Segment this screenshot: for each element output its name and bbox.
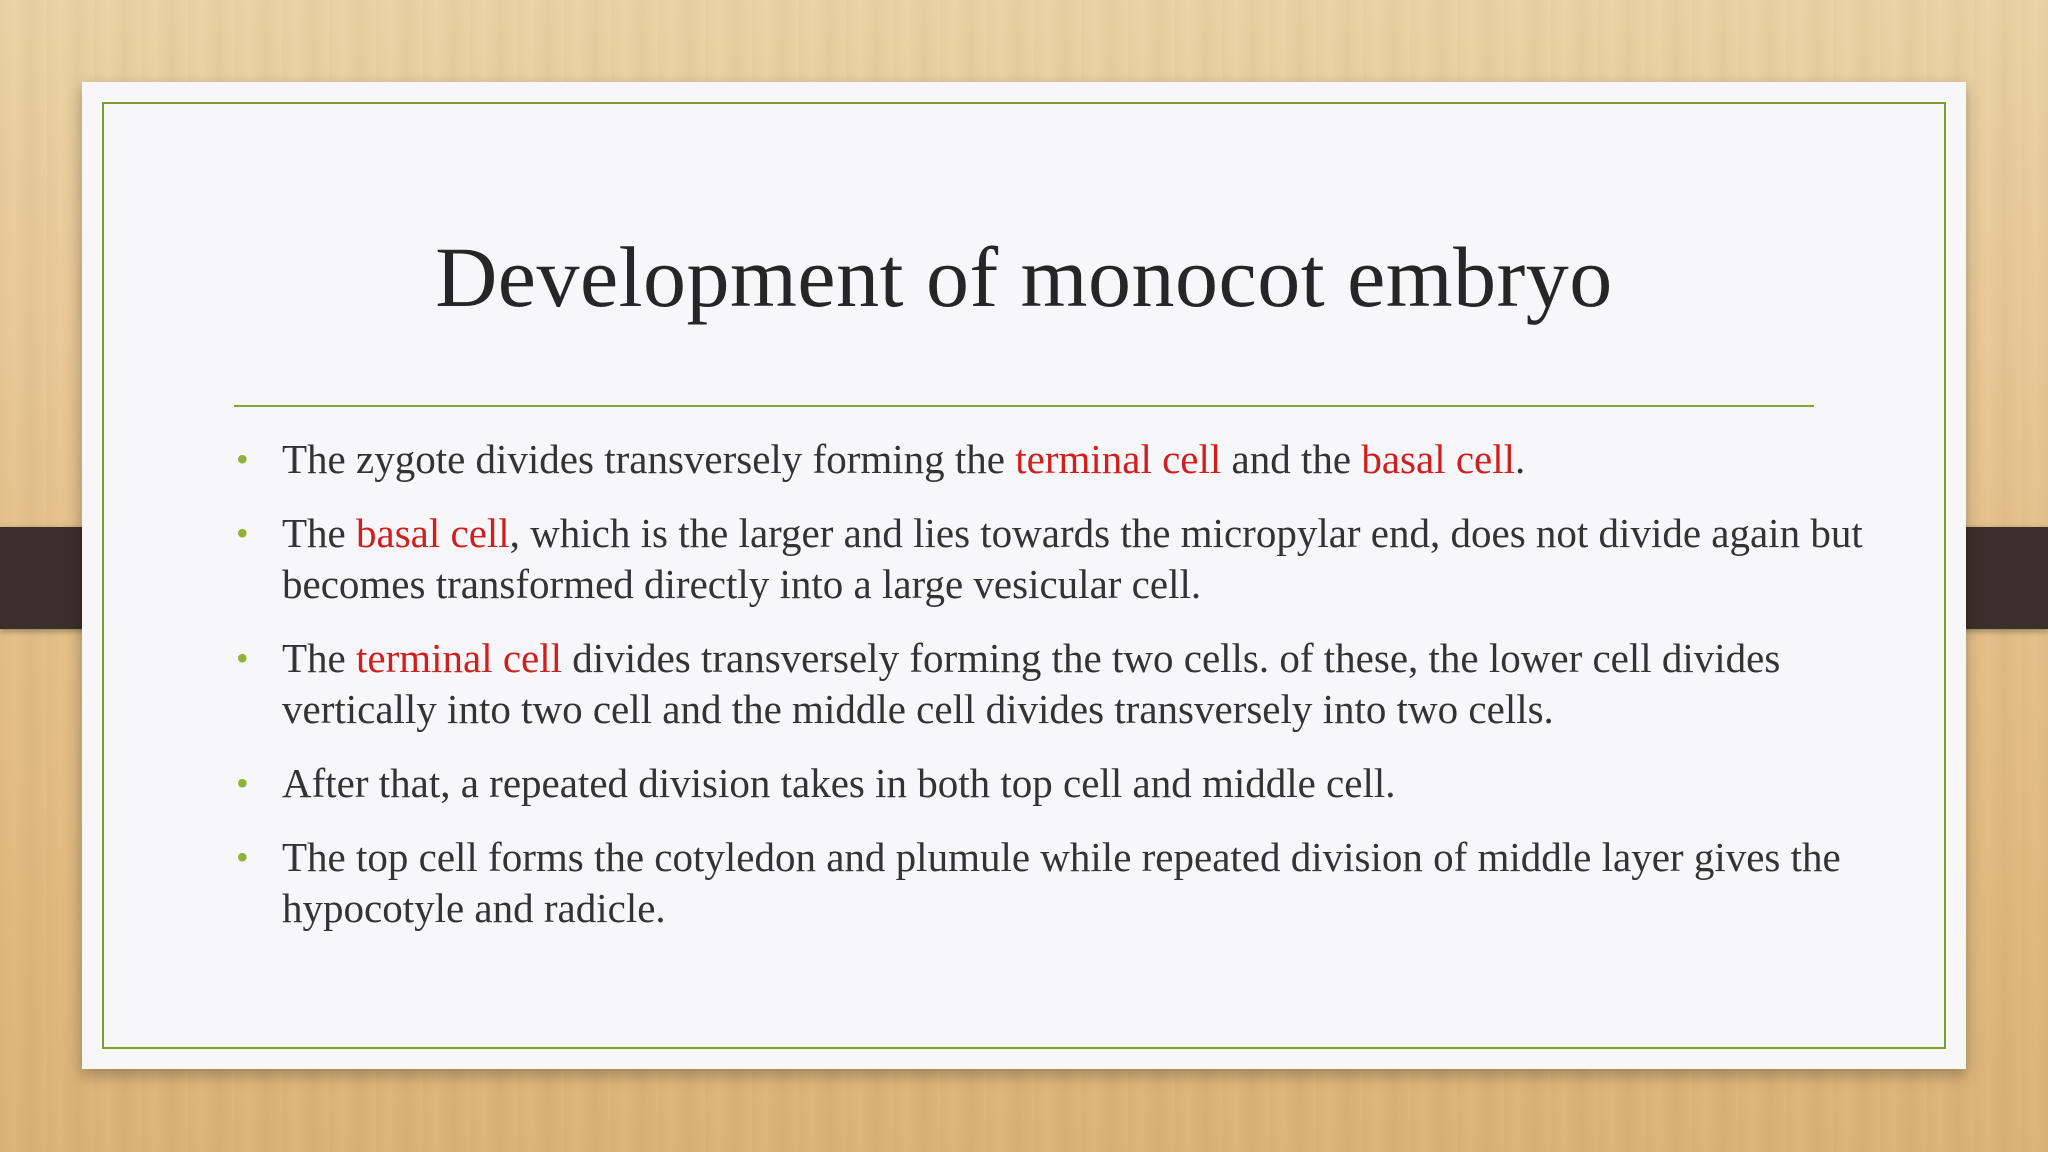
bullet-text: divides transversely forming the two cells. of these, the lower cell divides vertically into two cell and the middle cell divides transversely into two cells. bbox=[282, 635, 1781, 732]
highlighted-term: terminal cell bbox=[1015, 436, 1222, 482]
bullet-text: The top cell forms the cotyledon and plumule while repeated division of middle layer gives the hypocotyle and radicle. bbox=[282, 834, 1841, 931]
bullet-text: The bbox=[282, 635, 356, 681]
highlighted-term: terminal cell bbox=[356, 635, 563, 681]
highlighted-term: basal cell bbox=[1361, 436, 1516, 482]
bullet-text: , which is the larger and lies towards the micropylar end, does not divide again but becomes transformed directly into a large vesicular cell. bbox=[282, 510, 1863, 607]
bullet-text: The zygote divides transversely forming the bbox=[282, 436, 1016, 482]
highlighted-term: basal cell bbox=[356, 510, 510, 556]
bullet-text: and the bbox=[1221, 436, 1362, 482]
slide-title: Development of monocot embryo bbox=[435, 229, 1613, 325]
bullet-item bbox=[230, 508, 1870, 610]
bullet-text: . bbox=[1515, 436, 1526, 482]
bullet-item bbox=[230, 633, 1870, 735]
slide-paper bbox=[82, 82, 1966, 1069]
bullet-item bbox=[230, 832, 1870, 934]
bullet-item bbox=[230, 434, 1870, 485]
bullet-dot-icon: • bbox=[236, 513, 249, 553]
bullet-text: The bbox=[282, 510, 356, 556]
bullet-text: After that, a repeated division takes in both top cell and middle cell. bbox=[282, 760, 1396, 806]
bullet-list bbox=[230, 434, 1870, 957]
bullet-dot-icon: • bbox=[236, 763, 249, 803]
bullet-dot-icon: • bbox=[236, 439, 249, 479]
bullet-dot-icon: • bbox=[236, 837, 249, 877]
bullet-item bbox=[230, 758, 1870, 809]
bullet-dot-icon: • bbox=[236, 638, 249, 678]
title-divider bbox=[234, 405, 1814, 407]
